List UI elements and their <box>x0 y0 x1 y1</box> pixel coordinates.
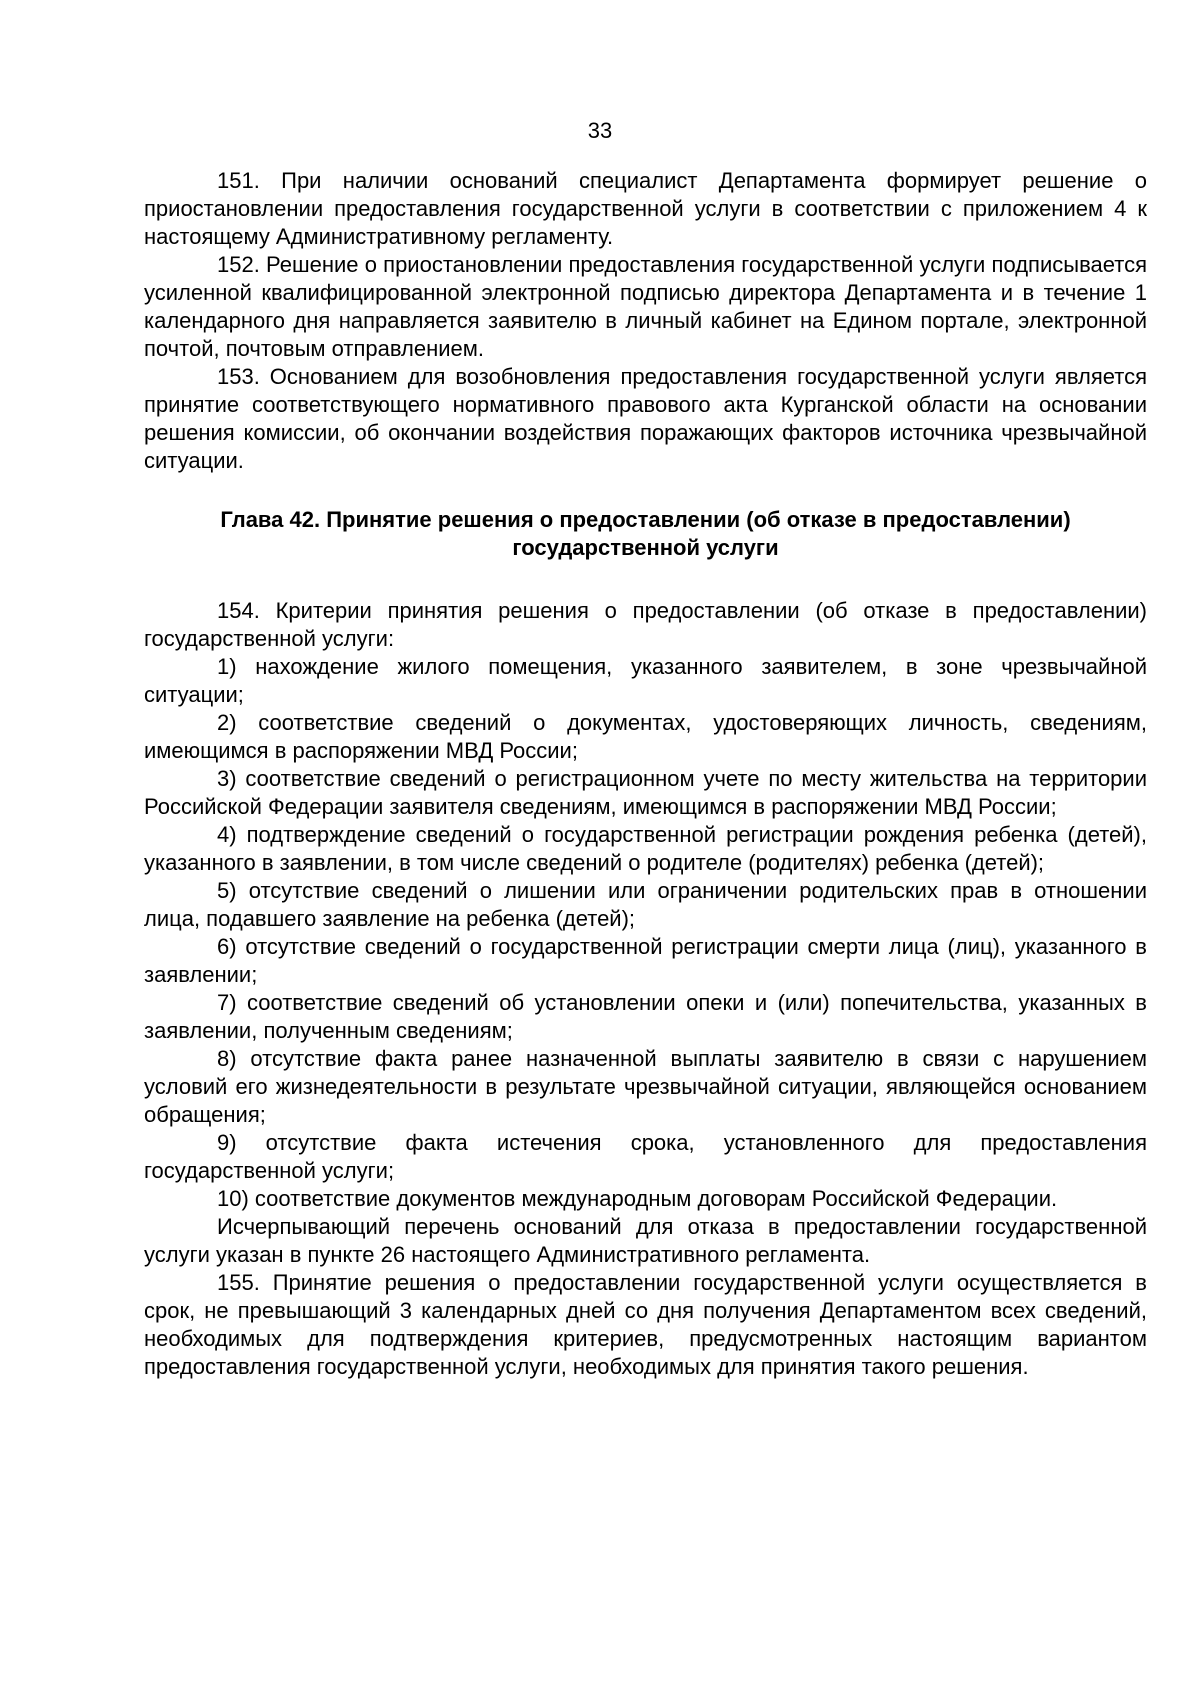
criterion-6: 6) отсутствие сведений о государственной регистрации смерти лица (лиц), указанного в заявлении; <box>144 934 1147 987</box>
paragraph-154: 154. Критерии принятия решения о предоставлении (об отказе в предоставлении) государственной услуги: <box>144 598 1147 651</box>
criterion-9: 9) отсутствие факта истечения срока, установленного для предоставления государственной услуги; <box>144 1130 1147 1183</box>
criterion-4: 4) подтверждение сведений о государственной регистрации рождения ребенка (детей), указанного в заявлении, в том числе сведений о родителе (родителях) ребенка (детей); <box>144 822 1147 875</box>
criterion-1: 1) нахождение жилого помещения, указанного заявителем, в зоне чрезвычайной ситуации; <box>144 654 1147 707</box>
chapter-heading-line-2: государственной услуги <box>512 535 779 560</box>
paragraph-152: 152. Решение о приостановлении предоставления государственной услуги подписывается усиленной квалифицированной электронной подписью директора Департамента и в течение 1 календарного дня направляется заявителю в личный кабинет на Едином портале, электронной почтой, почтовым отправлением. <box>144 252 1147 361</box>
refusal-grounds-paragraph: Исчерпывающий перечень оснований для отказа в предоставлении государственной услуги указан в пункте 26 настоящего Административного регламента. <box>144 1214 1147 1267</box>
section-2 <box>144 597 1147 1381</box>
chapter-heading <box>144 506 1147 562</box>
criterion-5: 5) отсутствие сведений о лишении или ограничении родительских прав в отношении лица, подавшего заявление на ребенка (детей); <box>144 878 1147 931</box>
criterion-2: 2) соответствие сведений о документах, удостоверяющих личность, сведениям, имеющимся в распоряжении МВД России; <box>144 710 1147 763</box>
paragraph-151: 151. При наличии оснований специалист Департамента формирует решение о приостановлении предоставления государственной услуги в соответствии с приложением 4 к настоящему Административному регламенту. <box>144 168 1147 249</box>
page-number: 33 <box>587 118 613 143</box>
section-1 <box>144 167 1147 475</box>
criterion-7: 7) соответствие сведений об установлении опеки и (или) попечительства, указанных в заявлении, полученным сведениям; <box>144 990 1147 1043</box>
criterion-3: 3) соответствие сведений о регистрационном учете по месту жительства на территории Российской Федерации заявителя сведениям, имеющимся в распоряжении МВД России; <box>144 766 1147 819</box>
paragraph-153: 153. Основанием для возобновления предоставления государственной услуги является принятие соответствующего нормативного правового акта Курганской области на основании решения комиссии, об окончании воздействия поражающих факторов источника чрезвычайной ситуации. <box>144 364 1147 473</box>
chapter-heading-line-1: Глава 42. Принятие решения о предоставлении (об отказе в предоставлении) <box>220 507 1071 532</box>
criterion-8: 8) отсутствие факта ранее назначенной выплаты заявителю в связи с нарушением условий его жизнедеятельности в результате чрезвычайной ситуации, являющейся основанием обращения; <box>144 1046 1147 1127</box>
criterion-10: 10) соответствие документов международным договорам Российской Федерации. <box>217 1186 1058 1211</box>
paragraph-155: 155. Принятие решения о предоставлении государственной услуги осуществляется в срок, не превышающий 3 календарных дней со дня получения Департаментом всех сведений, необходимых для подтверждения критериев, предусмотренных настоящим вариантом предоставления государственной услуги, необходимых для принятия такого решения. <box>144 1270 1147 1379</box>
